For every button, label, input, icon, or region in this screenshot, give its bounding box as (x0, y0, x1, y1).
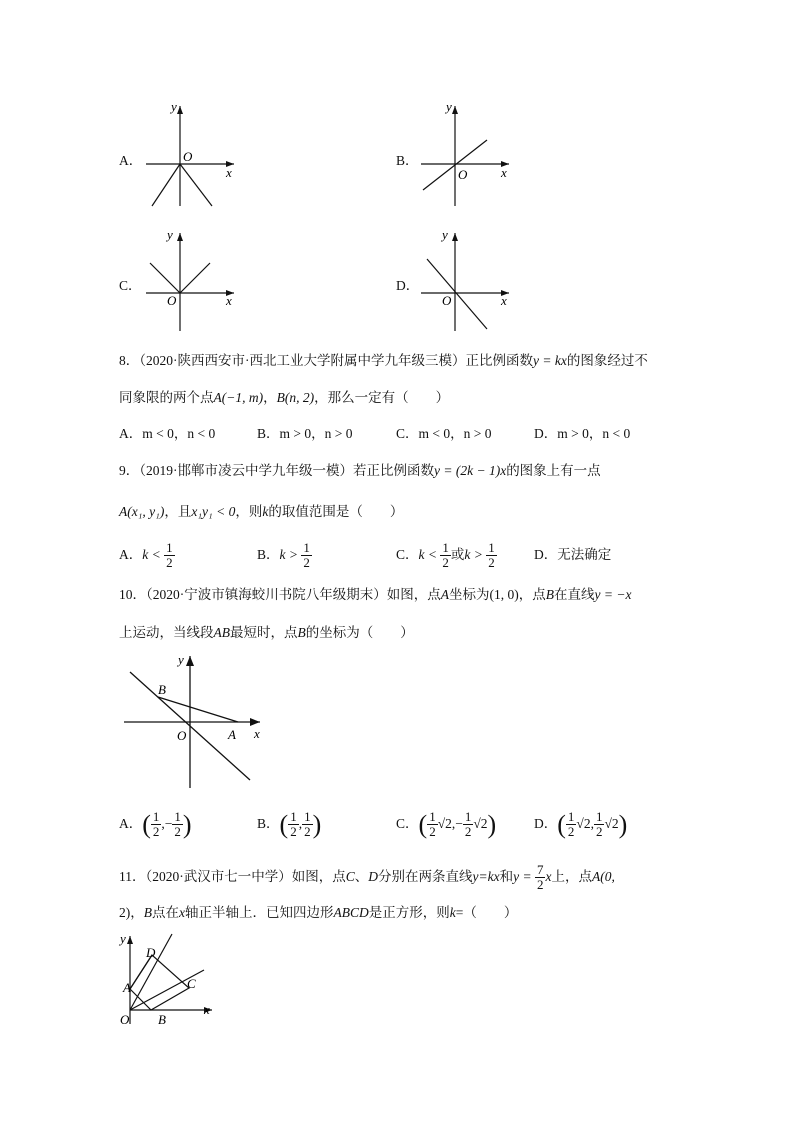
point-b-label: B (158, 1012, 166, 1027)
q10-figure (120, 650, 270, 792)
point-d-label: D (146, 945, 156, 960)
y-axis-label: y (442, 227, 448, 242)
option-b-graph (415, 98, 515, 210)
x-axis-label: x (501, 293, 507, 308)
origin-label: O (120, 1012, 130, 1027)
y-axis-label: y (178, 652, 184, 667)
y-axis-label: y (120, 931, 126, 946)
q10-line2: 上运动，当线段AB最短时，点B的坐标为（ ） (119, 625, 414, 640)
q8-option-c: C．m < 0，n > 0 (396, 426, 492, 441)
q10-option-a: A．( $\frac{1}{2}$ ,− $\frac{1}{2}$ ) (119, 809, 192, 840)
origin-label: O (458, 167, 468, 182)
origin-label: O (177, 728, 187, 743)
x-axis-label: x (226, 165, 232, 180)
x-axis-label: x (226, 293, 232, 308)
q9-line2: A(x₁, y₁)，且x₁y₁ < 0，则k的取值范围是（ ） (119, 504, 404, 519)
q10-option-b: B．( $\frac{1}{2}$ , $\frac{1}{2}$ ) (257, 809, 322, 840)
q8-option-b: B．m > 0，n > 0 (257, 426, 353, 441)
q8-line1: 8．（2020·陕西西安市·西北工业大学附属中学九年级三模）正比例函数y = kx的图象经过不 (119, 353, 648, 368)
option-b-label: B． (396, 153, 419, 168)
y-axis-label: y (446, 99, 452, 114)
q11-line1: 11．（2020·武汉市七一中学）如图，点C、D分别在两条直线y=kx和y = $\frac{7}{2}$ x上，点A(0, (119, 862, 615, 893)
option-c-graph (140, 225, 240, 335)
option-d-graph (415, 225, 515, 335)
point-b-label: B (158, 682, 166, 697)
q8-option-a: A．m < 0，n < 0 (119, 426, 216, 441)
y-axis-label: y (167, 227, 173, 242)
point-a-label: A (123, 980, 131, 995)
q10-line1: 10．（2020·宁波市镇海蛟川书院八年级期末）如图，点A坐标为(1, 0)，点B在直线y = −x (119, 587, 632, 602)
q9-line1: 9．（2019·邯郸市凌云中学九年级一模）若正比例函数y = (2k − 1)x的图象上有一点 (119, 463, 601, 478)
q11-line2: 2)，B点在x轴正半轴上．已知四边形ABCD是正方形，则k=（ ） (119, 905, 518, 920)
origin-label: O (442, 293, 452, 308)
y-axis-label: y (171, 99, 177, 114)
point-c-label: C (187, 976, 196, 991)
q9-option-a: A．k < $\frac{1}{2}$ (119, 540, 173, 571)
q11-figure (116, 930, 216, 1028)
option-d-label: D． (396, 278, 420, 293)
q8-line2: 同象限的两个点A(−1, m)，B(n, 2)，那么一定有（ ） (119, 390, 450, 405)
option-c-label: C． (119, 278, 142, 293)
q9-option-d: D．无法确定 (534, 547, 612, 562)
q9-option-c: C．k < $\frac{1}{2}$ 或k > $\frac{1}{2}$ (396, 540, 495, 571)
x-axis-label: x (501, 165, 507, 180)
origin-label: O (183, 149, 193, 164)
q10-option-c: C．( $\frac{1}{2}$ √2,− $\frac{1}{2}$ √2) (396, 809, 497, 840)
x-axis-label: x (204, 1002, 210, 1017)
origin-label: O (167, 293, 177, 308)
x-axis-label: x (254, 726, 260, 741)
q10-option-d: D．( $\frac{1}{2}$ √2, $\frac{1}{2}$ √2) (534, 809, 628, 840)
option-a-graph (140, 98, 240, 210)
q9-option-b: B．k > $\frac{1}{2}$ (257, 540, 310, 571)
q8-option-d: D．m > 0，n < 0 (534, 426, 631, 441)
option-a-label: A． (119, 153, 143, 168)
point-a-label: A (228, 727, 236, 742)
